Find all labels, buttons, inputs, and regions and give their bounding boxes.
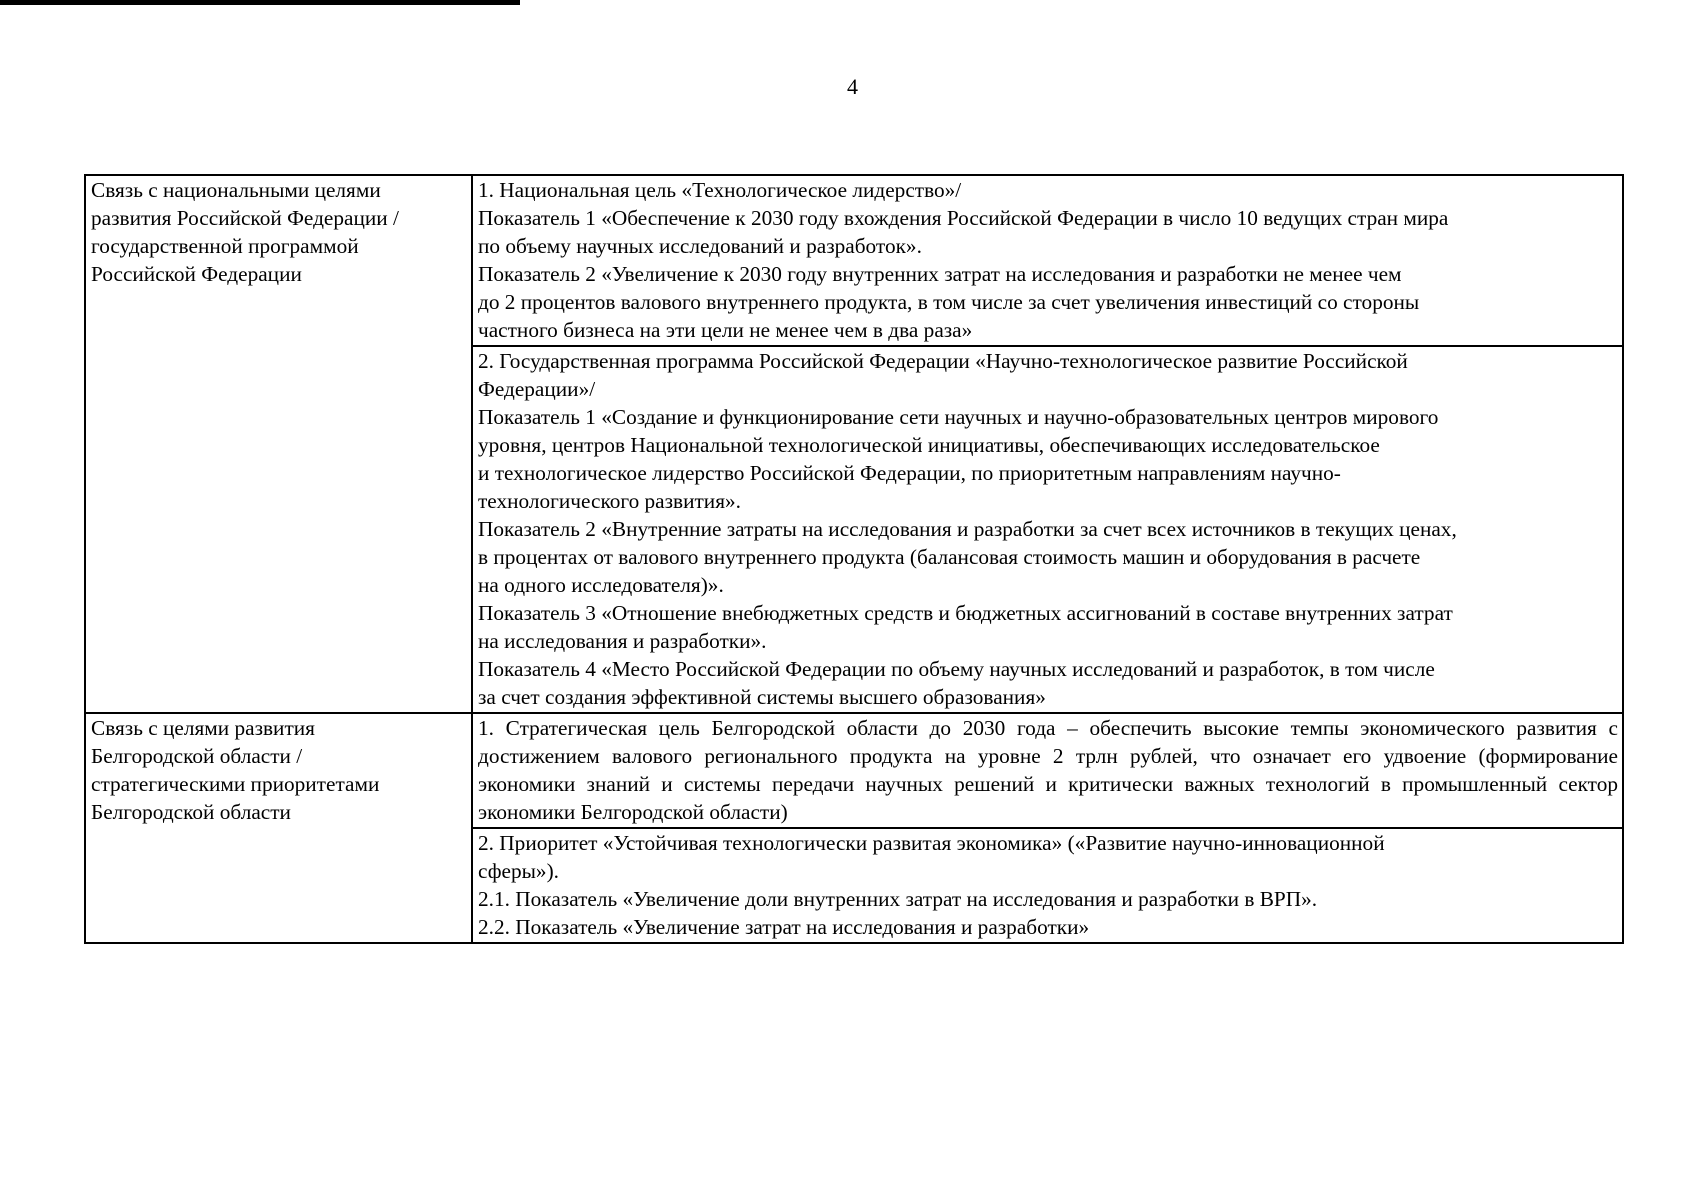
strategic-goal-cell bbox=[472, 713, 1623, 828]
label-line: Российской Федерации bbox=[91, 262, 302, 286]
text-line: уровня, центров Национальной технологической инициативы, обеспечивающих исследовательское bbox=[478, 433, 1380, 457]
strategic-goal-paragraph: 1. Стратегическая цель Белгородской области до 2030 года – обеспечить высокие темпы экономического развития с достижением валового регионального продукта на уровне 2 трлн рублей, что означает его удвоение (формирование экономики знаний и системы передачи научных решений и критически важных технологий в промышленный сектор экономики Белгородской области) bbox=[478, 716, 1618, 824]
text-line: технологического развития». bbox=[478, 489, 741, 513]
table-row-regional-goals bbox=[85, 713, 1623, 828]
text-line: Федерации»/ bbox=[478, 377, 596, 401]
text-line: за счет создания эффективной системы высшего образования» bbox=[478, 685, 1046, 709]
text-line: Показатель 1 «Обеспечение к 2030 году вхождения Российской Федерации в число 10 ведущих стран мира bbox=[478, 206, 1449, 230]
goals-table bbox=[84, 174, 1624, 944]
text-line: частного бизнеса на эти цели не менее чем в два раза» bbox=[478, 318, 973, 342]
regional-priority-cell bbox=[472, 828, 1623, 943]
label-line: Белгородской области bbox=[91, 800, 291, 824]
text-line: по объему научных исследований и разработок». bbox=[478, 234, 922, 258]
text-line: Показатель 1 «Создание и функционирование сети научных и научно-образовательных центров мирового bbox=[478, 405, 1439, 429]
text-line: Показатель 2 «Внутренние затраты на исследования и разработки за счет всех источников в текущих ценах, bbox=[478, 517, 1457, 541]
text-line: 2.1. Показатель «Увеличение доли внутренних затрат на исследования и разработки в ВРП». bbox=[478, 887, 1318, 911]
top-border-line bbox=[0, 0, 520, 5]
label-line: Связь с целями развития bbox=[91, 716, 315, 740]
text-line: 1. Национальная цель «Технологическое лидерство»/ bbox=[478, 178, 962, 202]
text-line: 2. Государственная программа Российской Федерации «Научно-технологическое развитие Российской bbox=[478, 349, 1408, 373]
text-line: сферы»). bbox=[478, 859, 559, 883]
label-line: Белгородской области / bbox=[91, 744, 303, 768]
label-line: стратегическими приоритетами bbox=[91, 772, 380, 796]
national-goal-cell bbox=[472, 175, 1623, 346]
page-number: 4 bbox=[847, 74, 858, 99]
table-row-national-goals bbox=[85, 175, 1623, 346]
text-line: 2.2. Показатель «Увеличение затрат на исследования и разработки» bbox=[478, 915, 1090, 939]
text-line: на исследования и разработки». bbox=[478, 629, 767, 653]
text-line: Показатель 4 «Место Российской Федерации по объему научных исследований и разработок, в том числе bbox=[478, 657, 1435, 681]
row-label-national-goals bbox=[85, 175, 472, 713]
text-line: в процентах от валового внутреннего продукта (балансовая стоимость машин и оборудования в расчете bbox=[478, 545, 1421, 569]
text-line: 2. Приоритет «Устойчивая технологически развитая экономика» («Развитие научно-инновационной bbox=[478, 831, 1385, 855]
text-line: Показатель 2 «Увеличение к 2030 году внутренних затрат на исследования и разработки не менее чем bbox=[478, 262, 1402, 286]
label-line: развития Российской Федерации / bbox=[91, 206, 399, 230]
label-line: государственной программой bbox=[91, 234, 359, 258]
state-program-cell bbox=[472, 346, 1623, 713]
text-line: на одного исследователя)». bbox=[478, 573, 724, 597]
text-line: и технологическое лидерство Российской Федерации, по приоритетным направлениям научно- bbox=[478, 461, 1341, 485]
text-line: до 2 процентов валового внутреннего продукта, в том числе за счет увеличения инвестиций со стороны bbox=[478, 290, 1420, 314]
row-label-regional-goals bbox=[85, 713, 472, 943]
text-line: Показатель 3 «Отношение внебюджетных средств и бюджетных ассигнований в составе внутренних затрат bbox=[478, 601, 1453, 625]
label-line: Связь с национальными целями bbox=[91, 178, 381, 202]
